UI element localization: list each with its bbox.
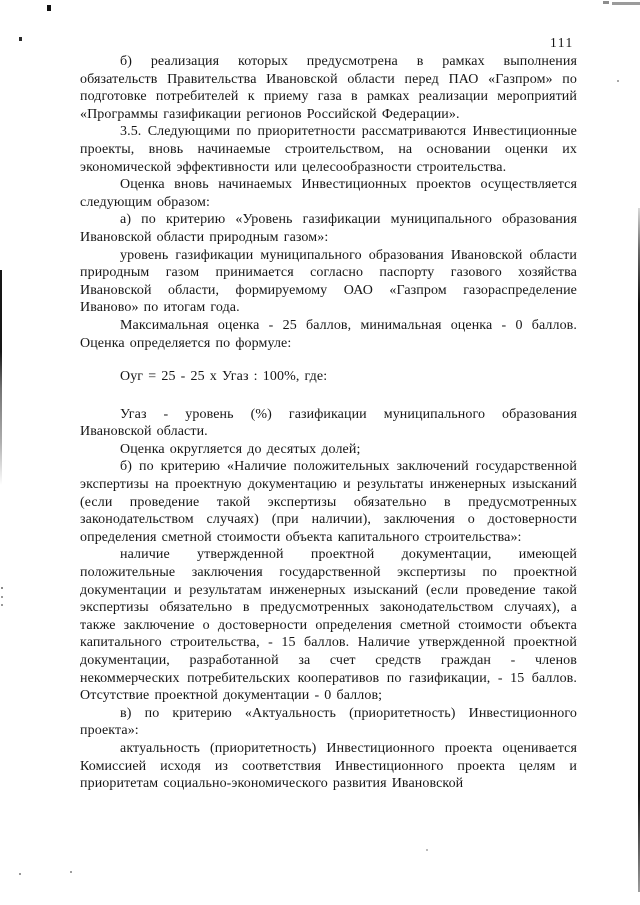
scan-speck — [1, 604, 3, 606]
scan-speck — [19, 873, 21, 875]
paragraph: б) реализация которых предусмотрена в рамках выполнения обязательств Правительства Ивановской области перед ПАО «Газпром» по подготовке потребителей к приему газа в рамках реализации мероприятий «Программы газификации регионов Российской Федерации». — [80, 54, 577, 122]
scan-speck — [617, 80, 619, 82]
paragraph: Оценка округляется до десятых долей; — [120, 441, 361, 457]
paragraph: а) по критерию «Уровень газификации муниципального образования Ивановской области природным газом»: — [80, 212, 577, 245]
scan-dash — [612, 2, 640, 5]
scan-speck — [1, 587, 3, 589]
formula-line: Оуг = 25 - 25 х Угаз : 100%, где: — [120, 369, 328, 385]
page-number: 111 — [550, 35, 574, 50]
paragraph: 3.5. Следующими по приоритетности рассматриваются Инвестиционные проекты, вновь начинаемые строительством, на основании оценки их экономической эффективности или целесообразности строительства. — [80, 124, 577, 175]
document-body — [80, 53, 577, 793]
paragraph: в) по критерию «Актуальность (приоритетность) Инвестиционного проекта»: — [80, 705, 577, 739]
paragraph: уровень газификации муниципального образования Ивановской области природным газом принимается согласно паспорту газового хозяйства Ивановской области, формируемому ОАО «Газпром газораспределение Иваново» по итогам года. — [80, 247, 577, 316]
scan-dash — [603, 1, 609, 4]
paragraph: Оценка вновь начинаемых Инвестиционных проектов осуществляется следующим образом: — [80, 177, 577, 210]
scan-speck — [47, 5, 51, 11]
scan-speck — [70, 871, 72, 873]
paragraph: Угаз - уровень (%) газификации муниципального образования Ивановской области. — [80, 406, 577, 440]
scan-speck — [19, 37, 22, 41]
scan-edge-line-left — [0, 270, 2, 485]
paragraph: наличие утвержденной проектной документации, имеющей положительные заключения государственной экспертизы по проектной документации и результатам инженерных изысканий (если проведение такой экспертизы обязательно в предусмотренных законодательством случаях), а также заключение о достоверности определения сметной стоимости объекта капитального строительства, - 15 баллов. Наличие утвержденной проектной документации, разработанной за счет средств граждан - членов некоммерческих потребительских кооперативов по газификации, - 15 баллов. Отсутствие проектной документации - 0 баллов; — [80, 547, 577, 704]
scan-speck — [1, 596, 3, 598]
paragraph: актуальность (приоритетность) Инвестиционного проекта оценивается Комиссией исходя из соответствия Инвестиционного проекта целям и приоритетам социально-экономического развития Ивановской — [80, 740, 577, 792]
paragraph: б) по критерию «Наличие положительных заключений государственной экспертизы на проектную документацию и результаты инженерных изысканий (если проведение такой экспертизы обязательно в предусмотренных законодательством случаях) (при наличии), заключения о достоверности определения сметной стоимости объекта капитального строительства»: — [80, 459, 577, 545]
paragraph: Максимальная оценка - 25 баллов, минимальная оценка - 0 баллов. Оценка определяется по формуле: — [80, 317, 577, 351]
scan-speck — [426, 849, 428, 851]
